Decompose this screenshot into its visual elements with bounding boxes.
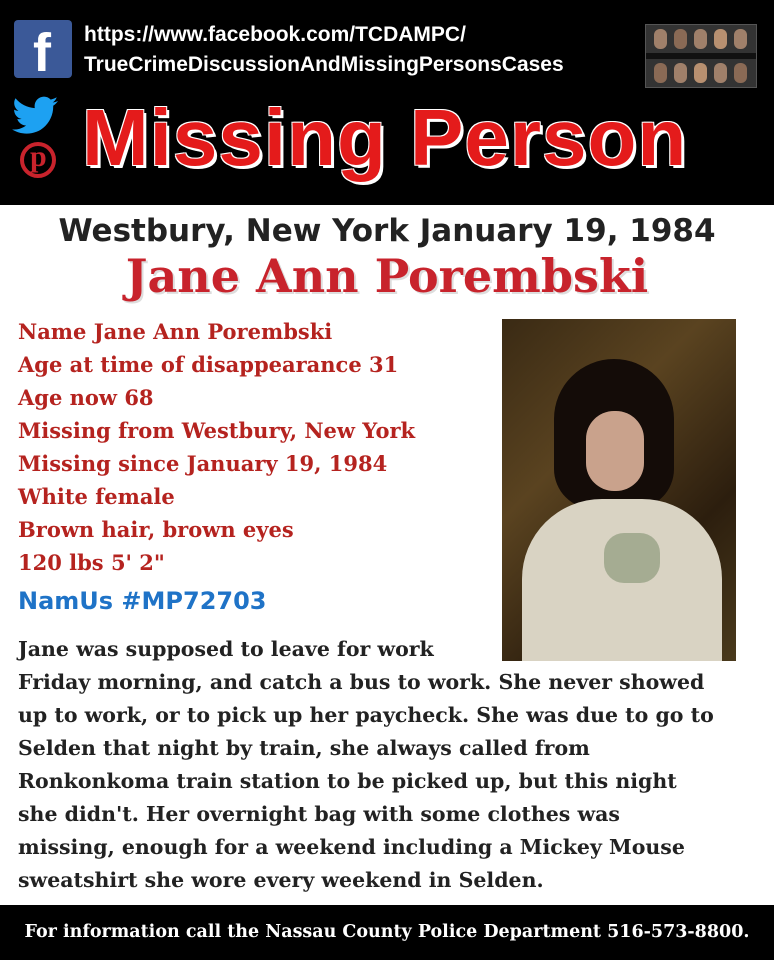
fact-weight-height: 120 lbs 5' 2" <box>18 550 165 575</box>
url-line-1[interactable]: https://www.facebook.com/TCDAMPC/ <box>84 23 466 46</box>
story-line: Selden that night by train, she always called from <box>18 736 590 760</box>
facebook-icon[interactable]: f <box>14 20 72 78</box>
fact-missing-from: Missing from Westbury, New York <box>18 418 416 443</box>
fact-age-now: Age now 68 <box>18 385 154 410</box>
location-date: Westbury, New York January 19, 1984 <box>58 213 716 249</box>
story-line: Jane was supposed to leave for work <box>18 637 434 661</box>
contact-footer: For information call the Nassau County Police Department 516-573-8800. <box>0 905 774 960</box>
story-line: up to work, or to pick up her paycheck. She was due to go to <box>18 703 714 727</box>
story-line: sweatshirt she wore every weekend in Selden. <box>18 868 544 892</box>
twitter-icon[interactable] <box>12 96 60 136</box>
url-line-2[interactable]: TrueCrimeDiscussionAndMissingPersonsCases <box>84 53 564 76</box>
fact-name: Name Jane Ann Porembski <box>18 319 333 344</box>
facebook-url[interactable] <box>84 20 564 80</box>
facts-list <box>18 315 415 579</box>
fact-age-disappearance: Age at time of disappearance 31 <box>18 352 399 377</box>
pinterest-icon[interactable]: p <box>20 142 56 178</box>
fact-hair-eyes: Brown hair, brown eyes <box>18 517 294 542</box>
story-line: Friday morning, and catch a bus to work. She never showed <box>18 670 705 694</box>
story-line: Ronkonkoma train station to be picked up, but this night <box>18 769 677 793</box>
fact-race-sex: White female <box>18 484 175 509</box>
headline: Missing Person <box>82 93 688 182</box>
person-photo <box>502 319 736 661</box>
story-line: missing, enough for a weekend including a Mickey Mouse <box>18 835 685 859</box>
content-panel <box>0 205 774 905</box>
namus-number: NamUs #MP72703 <box>18 587 267 615</box>
header-banner <box>0 0 774 205</box>
person-name: Jane Ann Porembski <box>125 249 649 303</box>
story-text <box>18 633 763 897</box>
story-line: she didn't. Her overnight bag with some clothes was <box>18 802 620 826</box>
group-logo-thumbnail <box>645 24 757 88</box>
fact-missing-since: Missing since January 19, 1984 <box>18 451 388 476</box>
